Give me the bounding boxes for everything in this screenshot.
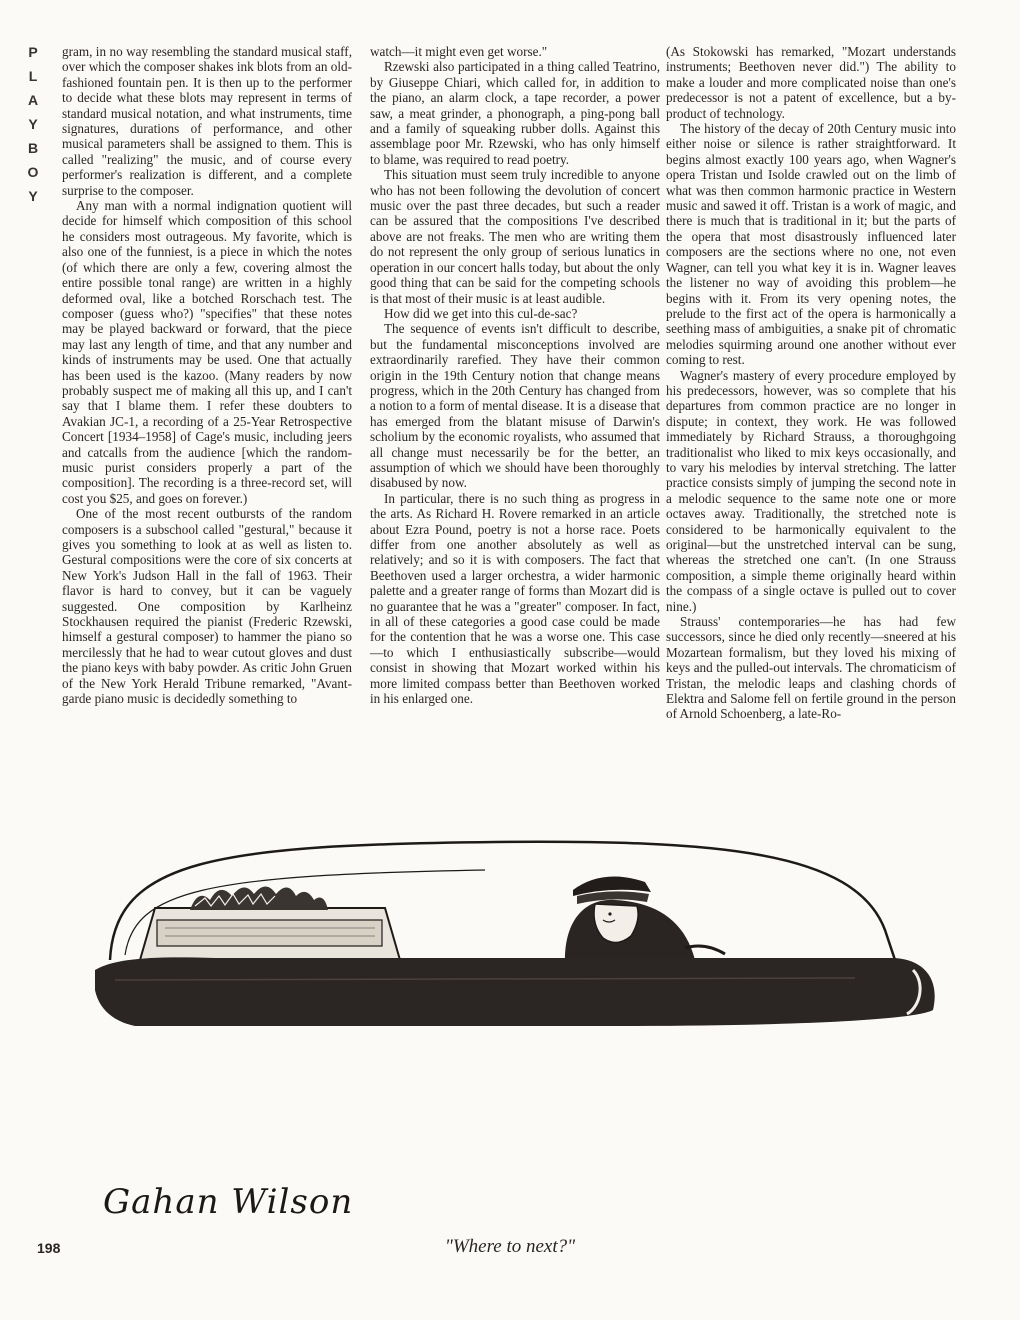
paragraph: gram, in no way resembling the standard musical staff, over which the composer shakes ink blots from an old-fashioned fountain pen. It is then up to the performer to decide what these blots may represent in terms of standard musical notation, and what instruments, time signatures, durations of performance, and other musical parameters shall be assigned to them. This is called "realizing" the music, and of course every performer's realization is different, and a complete surprise to the composer.	[62, 44, 352, 198]
cartoonist-signature: Gahan Wilson	[103, 1182, 354, 1222]
chauffeur-figure	[565, 877, 725, 960]
running-head-playboy	[22, 44, 44, 212]
runner-letter: O	[27, 164, 39, 180]
runner-letter: Y	[28, 116, 38, 132]
paragraph: Any man with a normal indignation quotient will decide for himself which composition of this school he considers most outrageous. My favorite, which is also one of the funniest, is a piece in which the notes (of which there are only a few, covering almost the entire possible tonal range) are written in a highly deformed oval, like a botched Rorschach test. The composer (guess who?) "specifies" that these notes may be played backward or forward, that the piece may last any length of time, and that any number and kinds of instruments may be used. One that actually has been used is the kazoo. (Many readers by now probably suspect me of making all this up, and I can't say that I blame them. I refer these doubters to Avakian JC-1, a recording of a 25-Year Retrospective Concert [1934–1958] of Cage's music, including jeers and catcalls from the audience [which the random-music purist considers properly a part of the composition]. The recording is a three-record set, will cost you $25, and goes on forever.)	[62, 198, 352, 506]
runner-letter: Y	[28, 188, 38, 204]
text-column-3	[666, 44, 956, 722]
paragraph: watch—it might even get worse."	[370, 44, 548, 59]
text-column-2	[370, 44, 660, 706]
cartoon-caption: "Where to next?"	[444, 1236, 576, 1257]
runner-letter: A	[27, 92, 39, 108]
text-column-1	[62, 44, 352, 706]
paragraph: The sequence of events isn't difficult to describe, but the fundamental misconceptions involved are extraordinarily rarefied. They have their common origin in the 19th Century notion that change means progress, which in the 20th Century has changed from a notion to a form of mental disease. It is a disease that has emerged from the blatant misuse of Darwin's scholium by the economic royalists, who assumed that all change must necessarily be for the better, an assumption of which we should have been thoroughly disabused by now.	[370, 321, 660, 491]
paragraph: (As Stokowski has remarked, "Mozart understands instruments; Beethoven never did.") The ability to make a louder and more complicated noise than one's predecessor is not a patent of excellence, but a by-product of technology.	[666, 44, 956, 121]
paragraph: In particular, there is no such thing as progress in the arts. As Richard H. Rovere remarked in an article about Ezra Pound, poetry is not a horse race. Poets differ from one another absolutely as well as relatively; and so it is with composers. The fact that Beethoven used a larger orchestra, a wider harmonic palette and a greater range of forms than Mozart did is no guarantee that he was a "greater" composer. In fact, in all of these categories a good case could be made for the contention that he was a worse one. This case—to which I enthusiastically subscribe—would consist in showing that Mozart worked within his more limited compass better than Beethoven worked in his enlarged one.	[370, 490, 660, 707]
cartoon-illustration	[95, 820, 945, 1080]
page-number: 198	[37, 1240, 61, 1256]
flower-wreath	[190, 887, 328, 911]
paragraph: How did we get into this cul-de-sac?	[384, 305, 578, 321]
hearse-body	[95, 957, 935, 1026]
paragraph: Wagner's mastery of every procedure employed by his predecessors, however, was so complete that his departures from common practice are no longer in dispute; in context, they work. He was followed immediately by Richard Strauss, a thoroughgoing traditionalist who liked to mix keys occasionally, and to vary his melodies by interval stretching. The latter practice consists simply of jumping the second note in a melodic sequence to the same note one or more octaves away. Traditionally, the stretched note is considered to be harmonically equivalent to the original—but the unstretched interval can be sung, whereas the stretched one can't. (In one Strauss composition, a simple theme originally heard within the compass of a single octave is pulled out to cover nine.)	[666, 367, 956, 614]
paragraph: Strauss' contemporaries—he has had few successors, since he died only recently—sneered at his Mozartean formalism, but they loved his mixing of keys and the pulled-out intervals. The chromaticism of Tristan, the melodic leaps and clashing chords of Elektra and Salome fell on fertile ground in the person of Arnold Schoenberg, a late-Ro-	[666, 614, 956, 722]
runner-letter: P	[28, 44, 38, 60]
paragraph: The history of the decay of 20th Century music into either noise or silence is rather straightforward. It begins almost exactly 100 years ago, when Wagner's opera Tristan und Isolde crawled out on the limb of what was then common harmonic practice in Western music and sawed it off. Tristan is a work of magic, and there is much that is traditional in it; but the parts of the opera that most disastrously influenced later composers are the sections where no one, not even Wagner, can tell you what key it is in. Wagner leaves the listener no way of avoiding this problem—he begins with it. From its very opening notes, the prelude to the first act of the opera is harmonically a seething mass of ambiguities, a snake pit of chromatic melodies squirming around one another without ever coming to rest.	[666, 121, 956, 368]
runner-letter: L	[28, 68, 38, 84]
runner-letter: B	[27, 140, 39, 156]
paragraph: One of the most recent outbursts of the random composers is a subschool called "gestural," because it gives you something to look at as well as listen to. Gestural compositions were the core of six concerts at New York's Judson Hall in the fall of 1963. Their flavor is hard to convey, but it can be vaguely suggested. One composition by Karlheinz Stockhausen required the pianist (Frederic Rzewski, himself a gestural composer) to hammer the piano so mercilessly that he had to wear cutout gloves and dust the piano keys with baby powder. As critic John Gruen of the New York Herald Tribune remarked, "Avant-garde piano music is decidedly something to	[62, 506, 352, 707]
paragraph: Rzewski also participated in a thing called Teatrino, by Giuseppe Chiari, which called for, in addition to the piano, an alarm clock, a tape recorder, a power saw, a meat grinder, a phonograph, a ping-pong ball and a family of squeaking rubber dolls. Against this assemblage poor Mr. Rzewski, who has only himself to blame, was required to read poetry.	[370, 59, 660, 167]
paragraph: This situation must seem truly incredible to anyone who has not been following the devolution of concert music over the past three decades, but such a reader can be assured that the compositions I've described above are not freaks. The men who are writing them do not represent the only group of serious lunatics in operation in our concert halls today, but about the only good thing that can be said for the competing schools is that most of their music is at least audible.	[370, 167, 660, 306]
